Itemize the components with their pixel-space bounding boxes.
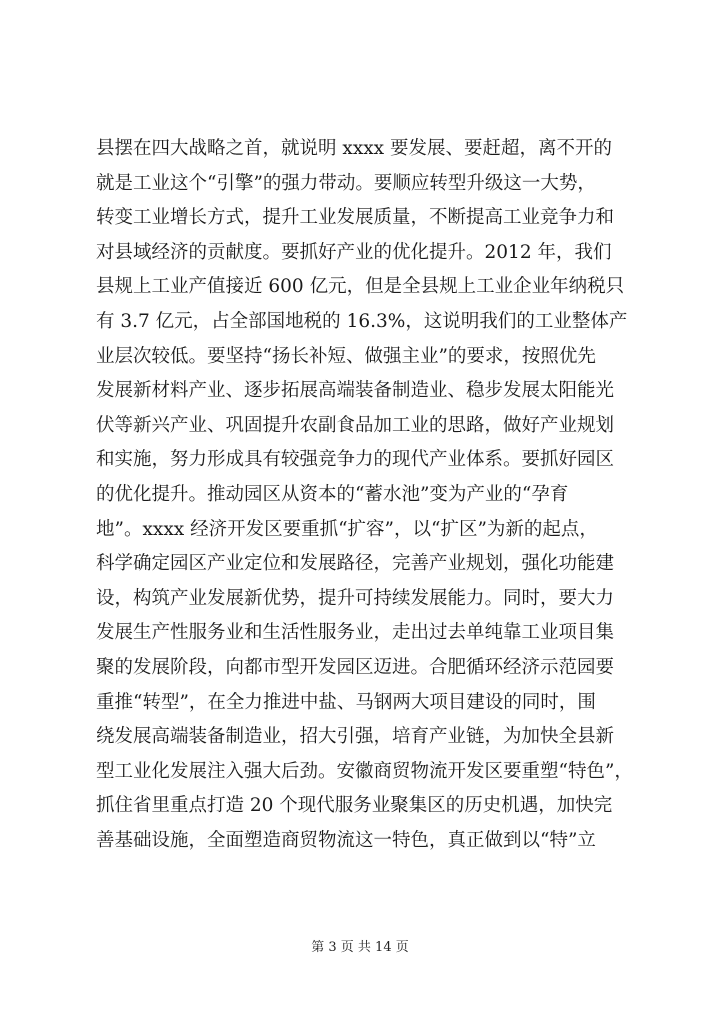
text-line: 就是工业这个“引擎”的强力带动。要顺应转型升级这一大势， [96,172,596,194]
text-line: 县摆在四大战略之首，就说明 xxxx 要发展、要赶超，离不开的 [96,138,612,159]
text-line: 聚的发展阶段，向都市型开发园区迈进。合肥循环经济示范园要 [96,656,615,678]
text-line: 抓住省里重点打造 20 个现代服务业聚集区的历史机遇，加快完 [96,795,613,817]
body-text [96,132,636,858]
text-line: 伏等新兴产业、巩固提升农副食品加工业的思路，做好产业规划 [96,414,615,436]
page-number: 第 3 页 共 14 页 [311,940,409,955]
text-line: 转变工业增长方式，提升工业发展质量，不断提高工业竞争力和 [96,207,615,229]
text-line: 设，构筑产业发展新优势，提升可持续发展能力。同时，要大力 [96,587,615,609]
text-line: 地”。xxxx 经济开发区要重抓“扩容”，以“扩区”为新的起点， [96,518,598,540]
text-line: 型工业化发展注入强大后劲。安徽商贸物流开发区要重塑“特色”， [96,760,633,782]
text-line: 科学确定园区产业定位和发展路径，完善产业规划，强化功能建 [96,553,615,575]
text-line: 县规上工业产值接近 600 亿元，但是全县规上工业企业年纳税只 [96,276,625,298]
text-line: 对县域经济的贡献度。要抓好产业的优化提升。2012 年，我们 [96,241,612,263]
page-footer [0,936,720,955]
text-line: 发展新材料产业、逐步拓展高端装备制造业、稳步发展太阳能光 [96,380,615,402]
text-line: 和实施，努力形成具有较强竞争力的现代产业体系。要抓好园区 [96,449,615,471]
text-line: 善基础设施，全面塑造商贸物流这一特色，真正做到以“特”立 [96,829,596,851]
text-line: 业层次较低。要坚持“扬长补短、做强主业”的要求，按照优先 [96,345,596,367]
text-line: 发展生产性服务业和生活性服务业，走出过去单纯靠工业项目集 [96,622,615,644]
text-line: 绕发展高端装备制造业，招大引强，培育产业链，为加快全县新 [96,726,615,748]
text-line: 的优化提升。推动园区从资本的“蓄水池”变为产业的“孕育 [96,483,569,505]
text-line: 重推“转型”，在全力推进中盐、马钢两大项目建设的同时，围 [96,691,596,713]
text-line: 有 3.7 亿元，占全部国地税的 16.3%，这说明我们的工业整体产 [96,310,628,332]
